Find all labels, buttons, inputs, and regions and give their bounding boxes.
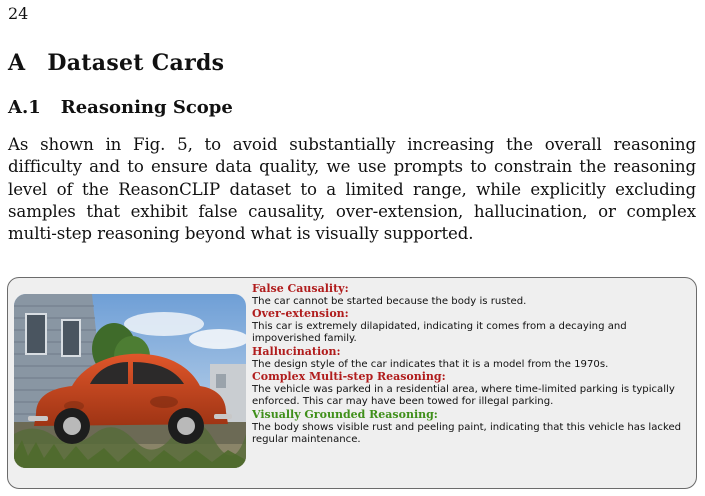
example-label: Complex Multi-step Reasoning: (252, 370, 446, 384)
example-text: The vehicle was parked in a residential area, where time-limited parking is typically enforced. This car may have been towed for illegal parking. (252, 383, 675, 408)
example-label: Hallucination: (252, 344, 341, 358)
example-false-causality (252, 283, 692, 308)
section-heading (8, 50, 224, 76)
example-hallucination (252, 346, 692, 371)
example-text: The car cannot be started because the body is rusted. (252, 295, 527, 307)
figure-panel (7, 277, 697, 489)
section-title: Dataset Cards (47, 50, 225, 76)
example-label: False Causality: (252, 282, 349, 295)
example-complex-multistep (252, 371, 692, 409)
example-label: Over-extension: (252, 307, 349, 321)
subsection-title: Reasoning Scope (60, 97, 233, 118)
example-label: Visually Grounded Reasoning: (252, 407, 438, 421)
subsection-number: A.1 (8, 97, 41, 118)
example-text: This car is extremely dilapidated, indicating it comes from a decaying and impoverished family. (252, 320, 627, 345)
body-paragraph: As shown in Fig. 5, to avoid substantially increasing the overall reasoning difficulty and to ensure data quality, we use prompts to constrain the reasoning level of the ReasonCLIP dataset to a limited range, while explicitly excluding samples that exhibit false causality, over-extension, hallucination, or complex multi-step reasoning beyond what is visually supported. (8, 135, 696, 244)
section-number: A (8, 50, 26, 76)
car-photo (14, 294, 246, 468)
example-over-extension (252, 308, 692, 346)
reasoning-examples (252, 283, 692, 447)
example-visually-grounded (252, 409, 692, 447)
example-text: The body shows visible rust and peeling paint, indicating that this vehicle has lacked regular maintenance. (252, 421, 682, 446)
example-text: The design style of the car indicates that it is a model from the 1970s. (252, 358, 609, 370)
subsection-heading (8, 97, 233, 118)
page-number: 24 (8, 4, 29, 23)
